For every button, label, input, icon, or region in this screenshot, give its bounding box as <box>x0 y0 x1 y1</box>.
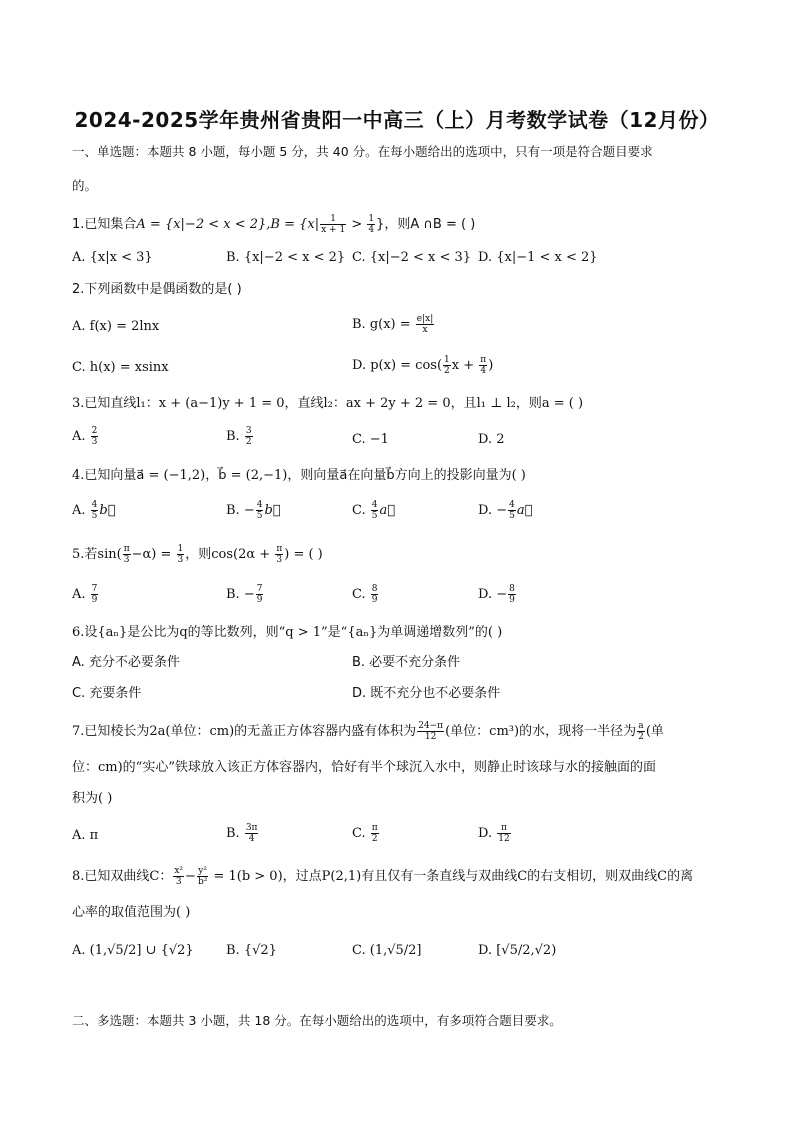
question-8-line-1: 8.已知双曲线C： $\frac{\text{x²}}{3}$ − $\frac{\text{y²}}{\text{b²}}$ = 1(b > 0)，过点P(2,1)有且仅有一条直线与双曲线C的右支相切，则双曲线C的离 <box>72 866 694 887</box>
fraction: $\frac{1}{2}$ <box>444 355 450 376</box>
fraction: $\frac{e|x|}{x}$ <box>416 314 434 335</box>
fraction: $\frac{\pi}{2}$ <box>371 823 378 844</box>
question-3-option-d: D. 2 <box>478 432 505 447</box>
section-1-heading: 一、单选题：本题共 8 小题，每小题 5 分，共 40 分。在每小题给出的选项中，只有一项是符合题目要求 <box>72 144 653 159</box>
fraction: $\frac{3}{2}$ <box>245 426 252 447</box>
question-2-option-c: C. h(x) = xsinx <box>72 360 169 375</box>
fraction: $\frac{a}{2}$ <box>638 721 644 742</box>
question-1-option-a: A. {x|x < 3} <box>72 250 153 265</box>
question-3-stem: 3.已知直线l₁：x + (a−1)y + 1 = 0，直线l₂：ax + 2y + 2 = 0，且l₁ ⊥ l₂，则a = ( ) <box>72 396 584 411</box>
question-8-line-2: 心率的取值范围为( ) <box>72 905 191 920</box>
fraction: $\frac{\text{y²}}{\text{b²}}$ <box>197 866 208 887</box>
fraction: $\frac{4}{5}$ <box>256 500 263 521</box>
question-8-option-d: D. [√5/2,√2) <box>478 943 557 958</box>
question-8-option-a: A. (1,√5/2] ∪ {√2} <box>72 943 194 958</box>
fraction: $\frac{8}{9}$ <box>509 584 515 605</box>
question-1-stem: 1.已知集合A = {x|−2 < x < 2},B = {x| $\frac{1}{x + 1}$ > $\frac{1}{4}$ }，则A ∩B = ( ) <box>72 214 476 235</box>
page-title: 2024-2025学年贵州省贵阳一中高三（上）月考数学试卷（12月份） <box>74 108 720 132</box>
question-5-option-d: D. − $\frac{8}{9}$ <box>478 584 515 605</box>
fraction: $\frac{4}{5}$ <box>509 500 515 521</box>
question-2-option-d: D. p(x) = cos( $\frac{1}{2}$ x + $\frac{\pi}{4}$ ) <box>352 355 494 376</box>
fraction: $\frac{24-\pi}{12}$ <box>418 721 444 742</box>
section-2-heading: 二、多选题：本题共 3 小题，共 18 分。在每小题给出的选项中，有多项符合题目要求。 <box>72 1013 562 1028</box>
question-8-option-b: B. {√2} <box>226 943 277 958</box>
fraction: $\frac{1}{4}$ <box>368 214 375 235</box>
question-5-stem: 5.若sin( $\frac{\pi}{3}$ −α) = $\frac{1}{3}$ ，则cos(2α + $\frac{\pi}{3}$ ) = ( ) <box>72 544 323 565</box>
fraction: $\frac{7}{9}$ <box>91 584 98 605</box>
question-6-stem: 6.设{aₙ}是公比为q的等比数列，则“q > 1”是“{aₙ}为单调递增数列”的( ) <box>72 625 503 640</box>
fraction: $\frac{1}{x + 1}$ <box>321 214 346 235</box>
question-4-option-d: D. − $\frac{4}{5}$ a⃗ <box>478 500 533 521</box>
question-1-option-c: C. {x|−2 < x < 3} <box>352 250 472 265</box>
question-7-line-3: 积为( ) <box>72 791 113 806</box>
fraction: $\frac{7}{9}$ <box>256 584 263 605</box>
question-7-option-b: B. $\frac{3\pi}{4}$ <box>226 823 258 844</box>
fraction: $\frac{\pi}{3}$ <box>276 544 283 565</box>
fraction: $\frac{4}{5}$ <box>371 500 378 521</box>
question-6-option-d: D. 既不充分也不必要条件 <box>352 686 501 701</box>
question-1-option-b: B. {x|−2 < x < 2} <box>226 250 346 265</box>
fraction: $\frac{\pi}{12}$ <box>498 823 510 844</box>
question-5-option-a: A. $\frac{7}{9}$ <box>72 584 98 605</box>
question-4-stem: 4.已知向量a⃗ = (−1,2)，b⃗ = (2,−1)，则向量a⃗在向量b⃗方向上的投影向量为( ) <box>72 468 526 483</box>
question-6-option-b: B. 必要不充分条件 <box>352 655 461 670</box>
question-4-option-b: B. − $\frac{4}{5}$ b⃗ <box>226 500 281 521</box>
question-4-option-c: C. $\frac{4}{5}$ a⃗ <box>352 500 396 521</box>
question-7-option-c: C. $\frac{\pi}{2}$ <box>352 823 378 844</box>
question-6-option-c: C. 充要条件 <box>72 686 142 701</box>
question-5-option-b: B. − $\frac{7}{9}$ <box>226 584 263 605</box>
question-7-option-d: D. $\frac{\pi}{12}$ <box>478 823 510 844</box>
fraction: $\frac{1}{3}$ <box>177 544 184 565</box>
question-4-option-a: A. $\frac{4}{5}$ b⃗ <box>72 500 116 521</box>
question-7-option-a: A. π <box>72 828 99 843</box>
question-3-option-a: A. $\frac{2}{3}$ <box>72 426 98 447</box>
question-2-stem: 2.下列函数中是偶函数的是( ) <box>72 282 242 297</box>
question-2-option-b: B. g(x) = $\frac{e|x|}{x}$ <box>352 314 434 335</box>
question-3-option-c: C. −1 <box>352 432 389 447</box>
question-2-option-a: A. f(x) = 2lnx <box>72 319 160 334</box>
fraction: $\frac{\pi}{4}$ <box>480 355 487 376</box>
fraction: $\frac{2}{3}$ <box>91 426 98 447</box>
fraction: $\frac{\pi}{3}$ <box>123 544 130 565</box>
section-1-heading-cont: 的。 <box>72 178 98 193</box>
question-8-option-c: C. (1,√5/2] <box>352 943 422 958</box>
fraction: $\frac{8}{9}$ <box>371 584 378 605</box>
fraction: $\frac{4}{5}$ <box>91 500 98 521</box>
question-5-option-c: C. $\frac{8}{9}$ <box>352 584 378 605</box>
question-6-option-a: A. 充分不必要条件 <box>72 655 180 670</box>
fraction: $\frac{3\pi}{4}$ <box>245 823 258 844</box>
question-7-line-2: 位：cm)的“实心”铁球放入该正方体容器内，恰好有半个球沉入水中，则静止时该球与水的接触面的面 <box>72 760 656 775</box>
question-1-option-d: D. {x|−1 < x < 2} <box>478 250 598 265</box>
question-3-option-b: B. $\frac{3}{2}$ <box>226 426 252 447</box>
question-7-line-1: 7.已知棱长为2a(单位：cm)的无盖正方体容器内盛有体积为 $\frac{24-\pi}{12}$ (单位：cm³)的水，现将一半径为 $\frac{a}{2}$ (单 <box>72 721 664 742</box>
fraction: $\frac{\text{x²}}{3}$ <box>174 866 184 887</box>
